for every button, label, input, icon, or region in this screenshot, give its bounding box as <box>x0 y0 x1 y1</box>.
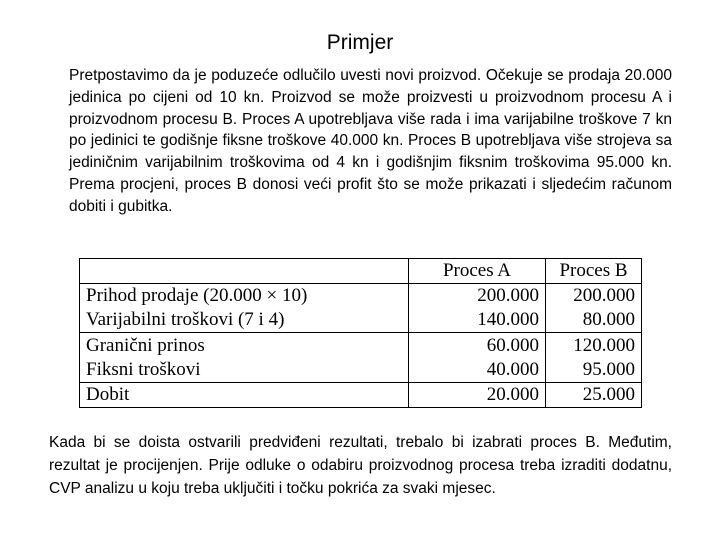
conclusion-paragraph: Kada bi se doista ostvarili predviđeni rezultati, trebalo bi izabrati proces B. Međutim, rezultat je procijenjen. Prije odluke o odabiru proizvodnog procesa treba izraditi dodatnu, CVP analizu u koju treba uključiti i točku pokrića za svaki mjesec. <box>49 434 672 497</box>
table-row <box>80 333 641 358</box>
row-value-b: 25.000 <box>546 382 642 407</box>
row-label: Prihod prodaje (20.000 × 10) <box>80 284 409 309</box>
profit-loss-table <box>79 258 642 408</box>
row-value-a: 20.000 <box>409 382 546 407</box>
row-label: Dobit <box>80 382 409 407</box>
row-value-b: 200.000 <box>546 284 642 309</box>
header-process-a: Proces A <box>409 259 546 284</box>
comparison-table <box>80 259 641 407</box>
table-row <box>80 284 641 309</box>
row-value-a: 40.000 <box>409 358 546 383</box>
header-process-b: Proces B <box>546 259 642 284</box>
row-value-b: 120.000 <box>546 333 642 358</box>
page-title: Primjer <box>326 31 394 54</box>
table-row <box>80 308 641 333</box>
table-row <box>80 382 641 407</box>
row-value-a: 200.000 <box>409 284 546 309</box>
header-empty-cell <box>80 259 409 284</box>
row-label: Granični prinos <box>80 333 409 358</box>
row-value-a: 140.000 <box>409 308 546 333</box>
row-value-b: 95.000 <box>546 358 642 383</box>
row-label: Fiksni troškovi <box>86 358 201 380</box>
row-value-a: 60.000 <box>409 333 546 358</box>
row-label: Varijabilni troškovi (7 i 4) <box>86 309 285 331</box>
table-row <box>80 358 641 383</box>
table-header-row <box>80 259 641 284</box>
row-value-b: 80.000 <box>546 308 642 333</box>
intro-paragraph: Pretpostavimo da je poduzeće odlučilo uvesti novi proizvod. Očekuje se prodaja 20.000 jedinica po cijeni od 10 kn. Proizvod se može proizvesti u proizvodnom procesu A i proizvodnom procesu B. Proces A upotrebljava više rada i ima varijabilne troškove 7 kn po jedinici te godišnje fiksne troškove 40.000 kn. Proces B upotrebljava više strojeva sa jediničnim varijabilnim troškovima od 4 kn i godišnjim fiksnim troškovima 95.000 kn. Prema procjeni, proces B donosi veći profit što se može prikazati i sljedećim računom dobiti i gubitka. <box>69 67 672 215</box>
